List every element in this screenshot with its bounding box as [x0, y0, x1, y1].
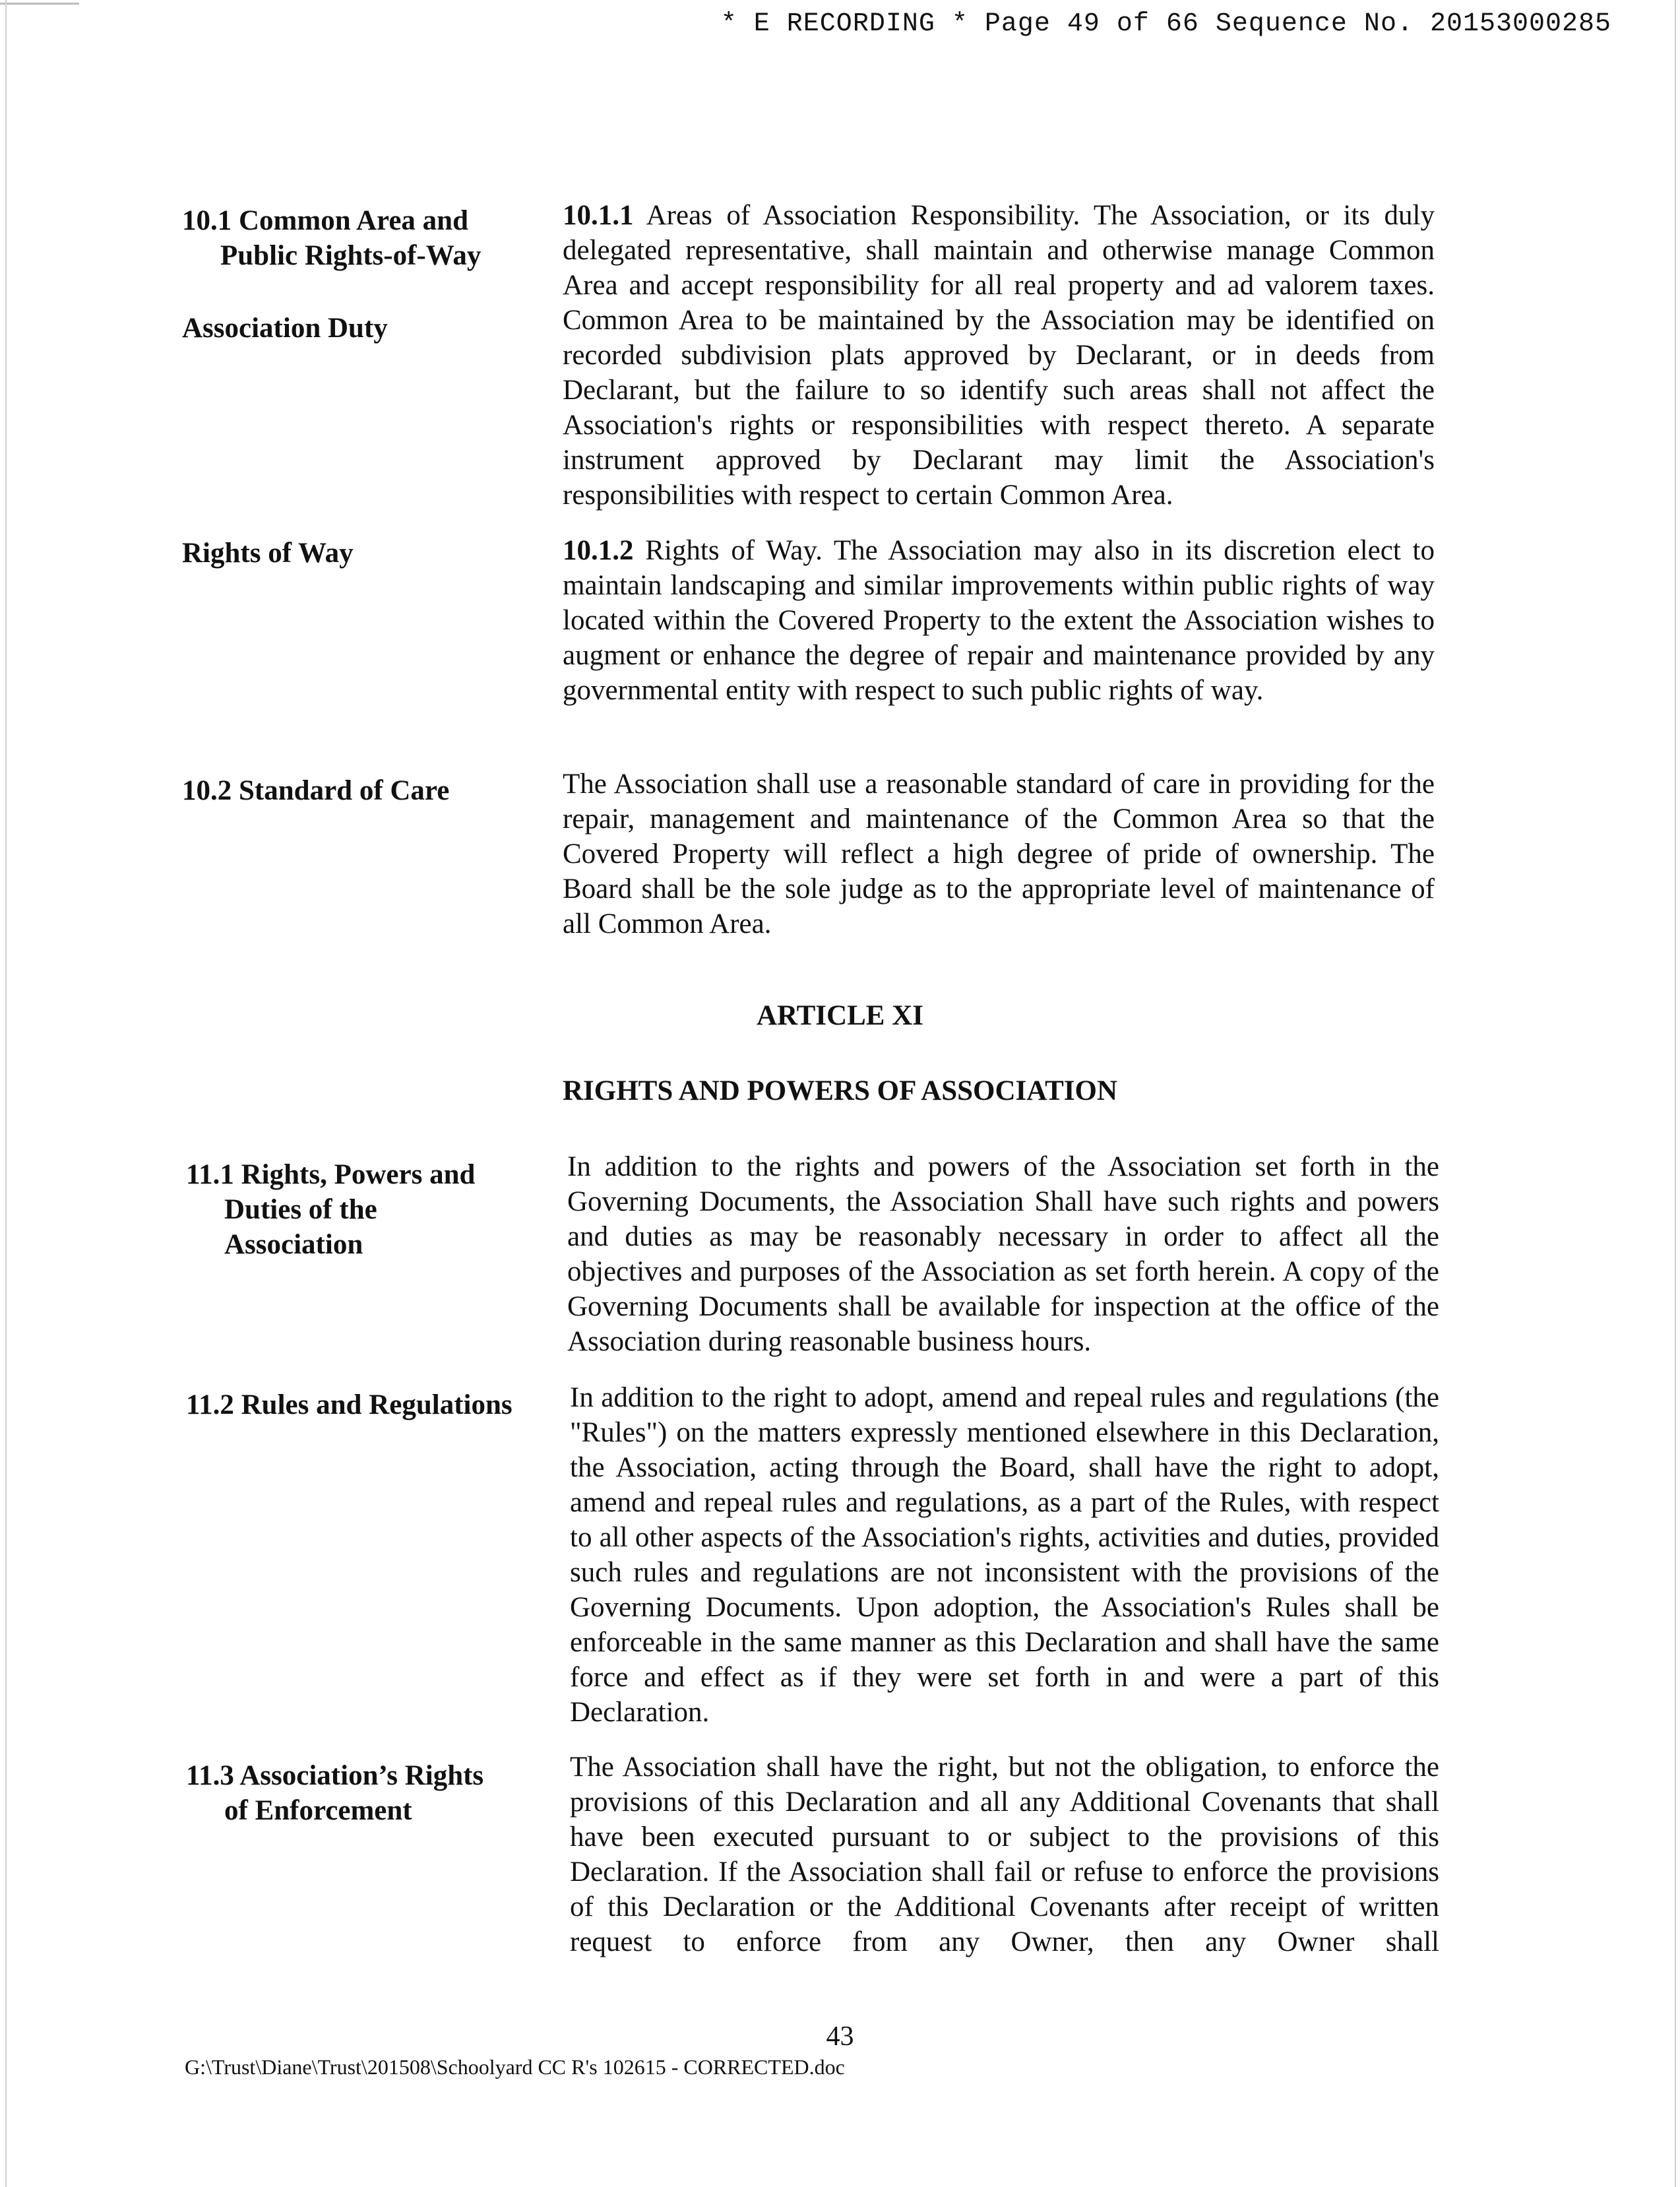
section-10-1-2-number: 10.1.2: [563, 535, 634, 566]
section-11-3-heading-line1: 11.3 Association’s Rights: [186, 1760, 484, 1791]
footer-file-path: G:\Trust\Diane\Trust\201508\Schoolyard CC R's 102615 - CORRECTED.doc: [185, 2055, 845, 2079]
association-duty-label: Association Duty: [182, 313, 388, 344]
section-11-3-heading-line2: of Enforcement: [224, 1795, 412, 1826]
section-10-2-paragraph: The Association shall use a reasonable standard of care in providing for the repair, management and maintenance of the Common Area so that the Covered Property will reflect a high degree of pride of ownership. The Board shall be the sole judge as to the appropriate level of maintenance of all Common Area.: [563, 769, 1435, 939]
section-11-2-heading: 11.2 Rules and Regulations: [186, 1389, 513, 1420]
section-11-3-paragraph: The Association shall have the right, but not the obligation, to enforce the provisions of this Declaration and all any Additional Covenants that shall have been executed pursuant to or subject to the provisions of this Declaration. If the Association shall fail or refuse to enforce the provisions of this Declaration or the Additional Covenants after receipt of written request to enforce from any Owner, then any Owner shall: [570, 1752, 1439, 1957]
section-10-1-heading-line1: 10.1 Common Area and: [182, 205, 469, 236]
section-11-1-heading-line1: 11.1 Rights, Powers and: [186, 1159, 476, 1190]
section-11-1-paragraph: In addition to the rights and powers of the Association set forth in the Governing Documents, the Association Shall have such rights and powers and duties as may be reasonably necessary in order to affect all the objectives and purposes of the Association as set forth herein. A copy of the Governing Documents shall be available for inspection at the office of the Association during reasonable business hours.: [567, 1151, 1439, 1357]
section-10-1-heading-line2: Public Rights-of-Way: [220, 240, 482, 271]
recording-header: * E RECORDING * Page 49 of 66 Sequence No. 20153000285: [720, 9, 1611, 39]
section-11-1-heading: [186, 1157, 475, 1262]
section-11-3-heading: [186, 1758, 483, 1828]
section-11-1-heading-line2: Duties of the: [224, 1194, 377, 1225]
section-10-1-heading: [182, 203, 481, 273]
page-number: 43: [826, 2021, 854, 2052]
section-11-1-heading-line3: Association: [224, 1229, 363, 1260]
section-11-2-paragraph: In addition to the right to adopt, amend and repeal rules and regulations (the "Rules") on the matters expressly mentioned elsewhere in this Declaration, the Association, acting through the Board, shall have the right to adopt, amend and repeal rules and regulations, as a part of the Rules, with respect to all other aspects of the Association's rights, activities and duties, provided such rules and regulations are not inconsistent with the provisions of the Governing Documents. Upon adoption, the Association's Rules shall be enforceable in the same manner as this Declaration and shall have the same force and effect as if they were set forth in and were a part of this Declaration.: [570, 1382, 1439, 1728]
section-10-1-2-text: Rights of Way. The Association may also in its discretion elect to maintain landscaping and similar improvements within public rights of way located within the Covered Property to the extent the Association wishes to augment or enhance the degree of repair and maintenance provided by any governmental entity with respect to such public rights of way.: [563, 535, 1435, 706]
section-10-1-2-paragraph: [563, 533, 1435, 708]
article-title: ARTICLE XI: [757, 1000, 923, 1031]
rights-of-way-label: Rights of Way: [182, 538, 354, 569]
section-10-2-heading: 10.2 Standard of Care: [182, 775, 450, 806]
scan-corner-mark: [0, 3, 79, 5]
section-10-1-1-text: Areas of Association Responsibility. The Association, or its duly delegated representative, shall maintain and otherwise manage Common Area and accept responsibility for all real property and ad valorem taxes. Common Area to be maintained by the Association may be identified on recorded subdivision plats approved by Declarant, or in deeds from Declarant, but the failure to so identify such areas shall not affect the Association's rights or responsibilities with respect thereto. A separate instrument approved by Declarant may limit the Association's responsibilities with respect to certain Common Area.: [563, 200, 1435, 511]
section-10-1-1-number: 10.1.1: [563, 200, 634, 231]
article-subtitle: RIGHTS AND POWERS OF ASSOCIATION: [562, 1075, 1118, 1106]
section-10-1-1-paragraph: [563, 198, 1435, 513]
